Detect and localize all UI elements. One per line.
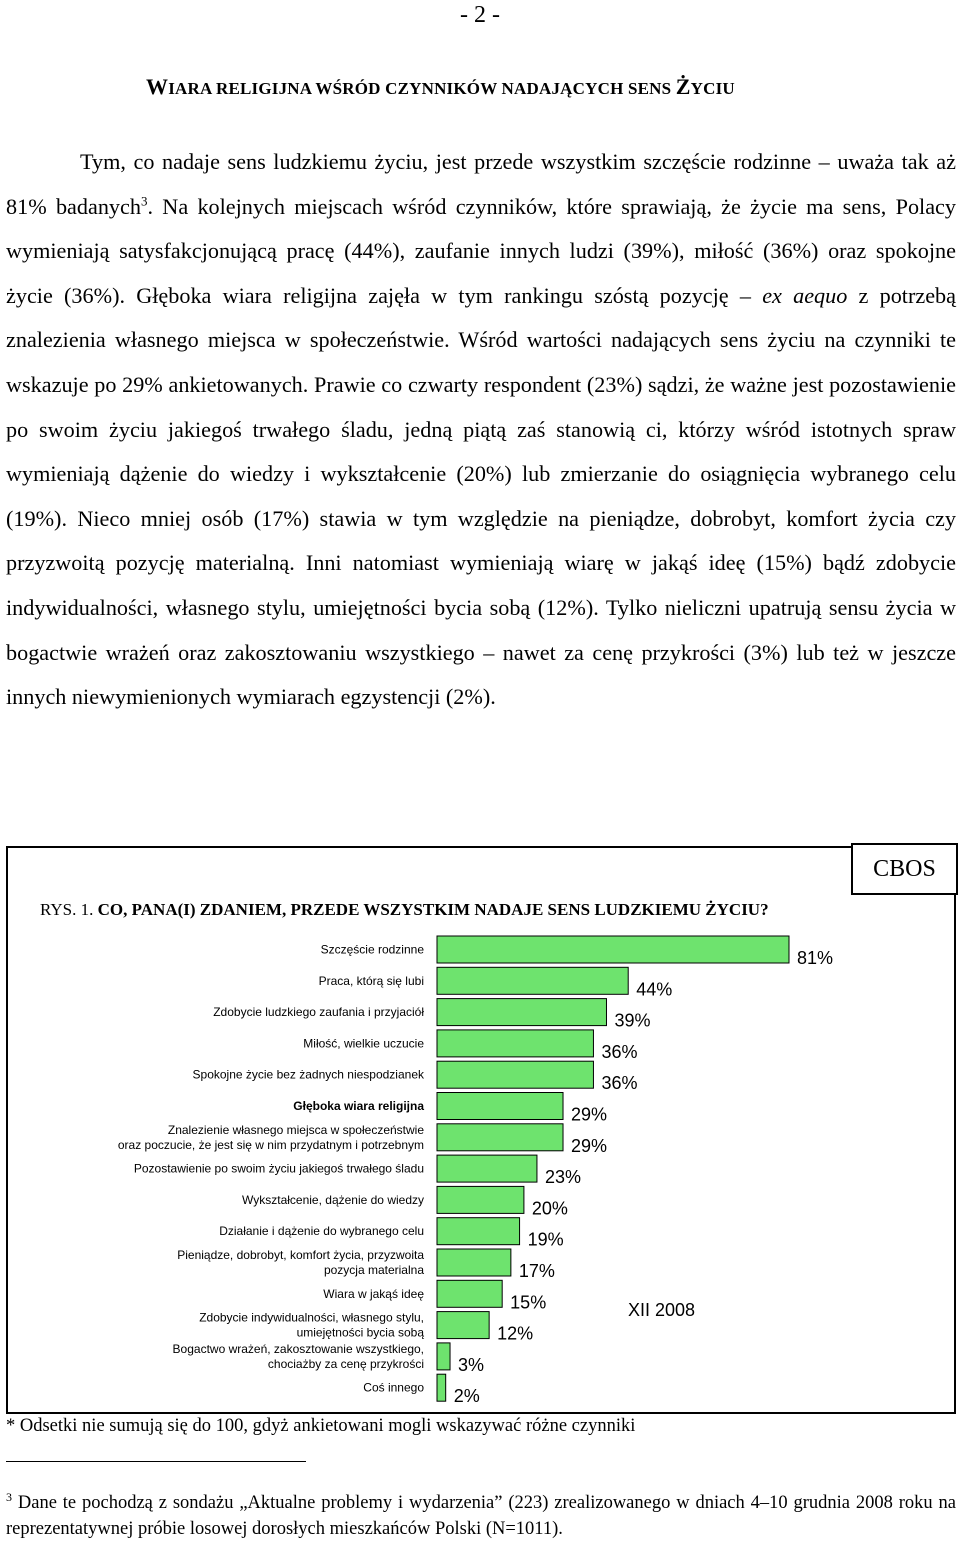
category-label-11: Wiara w jakąś ideę bbox=[323, 1286, 424, 1301]
footnote-text: Dane te pochodzą z sondażu „Aktualne problemy i wydarzenia” (223) zrealizowanego w dniach 4–10 grudnia 2008 roku na reprezentatywnej próbie losowej dorosłych mieszkańców Polski (N=1011). bbox=[6, 1493, 956, 1539]
value-label-2: 39% bbox=[614, 1010, 651, 1031]
body-text-2: . Na kolejnych miejscach wśród czynników, które sprawiają, że życie ma sens, Polacy wymieniają satysfakcjonującą pracę (44%), zaufanie innych ludzi (39%), miłość (36%) oraz spokojne życie (36%). Głęboka wiara religijna zajęła w tym rankingu szóstą pozycję – bbox=[6, 193, 956, 308]
category-label-2: Zdobycie ludzkiego zaufania i przyjaciół bbox=[213, 1005, 424, 1020]
category-label-4: Spokojne życie bez żadnych niespodzianek bbox=[192, 1067, 424, 1082]
value-label-13: 3% bbox=[458, 1354, 485, 1375]
value-label-14: 2% bbox=[453, 1386, 480, 1407]
bar-3 bbox=[437, 1030, 593, 1057]
ex-aequo-phrase: ex aequo bbox=[762, 282, 848, 308]
footnote bbox=[6, 1490, 956, 1542]
value-label-6: 29% bbox=[571, 1135, 608, 1156]
bar-13 bbox=[437, 1343, 450, 1370]
category-label-1: Praca, którą się lubi bbox=[318, 973, 424, 988]
value-label-8: 20% bbox=[531, 1198, 568, 1219]
value-label-4: 36% bbox=[601, 1073, 638, 1094]
category-label-14: Coś innego bbox=[363, 1380, 424, 1395]
bar-11 bbox=[437, 1280, 502, 1307]
category-label-13: Bogactwo wrażeń, zakosztowanie wszystkiego, chociażby za cenę przykrości bbox=[172, 1341, 424, 1371]
survey-date-label: XII 2008 bbox=[628, 1300, 696, 1320]
footnote-divider bbox=[6, 1461, 306, 1462]
category-label-5: Głęboka wiara religijna bbox=[293, 1099, 424, 1113]
value-label-3: 36% bbox=[601, 1041, 638, 1062]
value-label-9: 19% bbox=[527, 1229, 564, 1250]
category-label-8: Wykształcenie, dążenie do wiedzy bbox=[242, 1192, 424, 1207]
chart-question: CO, PANA(I) ZDANIEM, PRZEDE WSZYSTKIM NADAJE SENS LUDZKIEMU ŻYCIU? bbox=[97, 900, 769, 919]
bar-9 bbox=[437, 1218, 520, 1245]
value-label-5: 29% bbox=[571, 1104, 608, 1125]
heading-initial-z: Ż bbox=[675, 74, 691, 99]
bar-8 bbox=[437, 1186, 524, 1213]
category-label-3: Miłość, wielkie uczucie bbox=[303, 1036, 424, 1051]
bar-0 bbox=[437, 936, 789, 963]
bar-6 bbox=[437, 1124, 563, 1151]
value-label-10: 17% bbox=[518, 1261, 555, 1281]
body-text-1: Tym, co nadaje sens ludzkiemu życiu, jest przede wszystkim szczęście rodzinne – uważa tak aż 81% badanych bbox=[6, 149, 956, 219]
category-label-6: Znalezienie własnego miejsca w społeczeństwie oraz poczucie, że jest się w nim przydatnym i potrzebnym bbox=[117, 1122, 424, 1152]
category-label-7: Pozostawienie po swoim życiu jakiegoś trwałego śladu bbox=[133, 1161, 424, 1176]
bar-12 bbox=[437, 1312, 489, 1339]
category-label-9: Działanie i dążenie do wybranego celu bbox=[219, 1224, 424, 1239]
category-label-0: Szczęście rodzinne bbox=[320, 942, 424, 957]
value-label-1: 44% bbox=[636, 979, 673, 1000]
footnote-number: 3 bbox=[6, 1489, 12, 1504]
bar-4 bbox=[437, 1061, 593, 1088]
figure-number: RYS. 1. bbox=[40, 900, 98, 919]
heading-part-2: YCIU bbox=[690, 79, 735, 98]
heading-part-1: IARA RELIGIJNA WŚRÓD CZYNNIKÓW NADAJĄCYCH SENS bbox=[168, 79, 676, 98]
page-number: - 2 - bbox=[460, 2, 500, 28]
value-label-7: 23% bbox=[544, 1167, 581, 1188]
bar-7 bbox=[437, 1155, 537, 1182]
value-label-11: 15% bbox=[510, 1292, 547, 1313]
heading-initial-w: W bbox=[146, 74, 169, 99]
category-label-12: Zdobycie indywidualności, własnego stylu, umiejętności bycia sobą bbox=[199, 1310, 424, 1340]
bar-2 bbox=[437, 999, 606, 1026]
footnote-reference[interactable]: 3 bbox=[140, 193, 148, 209]
chart-note: * Odsetki nie sumują się do 100, gdyż ankietowani mogli wskazywać różne czynniki bbox=[6, 1416, 636, 1436]
cbos-logo-box: CBOS bbox=[851, 843, 958, 895]
bar-1 bbox=[437, 967, 628, 994]
bar-5 bbox=[437, 1093, 563, 1120]
bar-10 bbox=[437, 1249, 511, 1276]
category-label-10: Pieniądze, dobrobyt, komfort życia, przyzwoita pozycja materialna bbox=[177, 1248, 424, 1277]
body-text-3: z potrzebą znalezienia własnego miejsca w społeczeństwie. Wśród wartości nadających sens życiu na czynniki te wskazuje po 29% ankietowanych. Prawie co czwarty respondent (23%) sądzi, że ważne jest pozostawienie po swoim życiu jakiegoś trwałego śladu, jedną piątą zaś stanowią ci, którzy wśród istotnych spraw wymieniają dążenie do wiedzy i wykształcenie (20%) lub zmierzanie do osiągnięcia wybranego celu (19%). Nieco mniej osób (17%) stawia w tym względzie na pieniądze, dobrobyt, komfort życia czy przyzwoitą pozycję materialną. Inni natomiast wymieniają wiarę w jakąś ideę (15%) bądź zdobycie indywidualności, własnego stylu, umiejętności bycia sobą (12%). Tylko nieliczni upatrują sensu życia w bogactwie wrażeń oraz zakosztowaniu wszystkiego – nawet za cenę przykrości (3%) lub też w jeszcze innych niewymienionych wymiarach egzystencji (2%). bbox=[6, 282, 956, 710]
bar-14 bbox=[437, 1374, 446, 1401]
value-label-0: 81% bbox=[797, 948, 834, 968]
value-label-12: 12% bbox=[497, 1323, 534, 1344]
